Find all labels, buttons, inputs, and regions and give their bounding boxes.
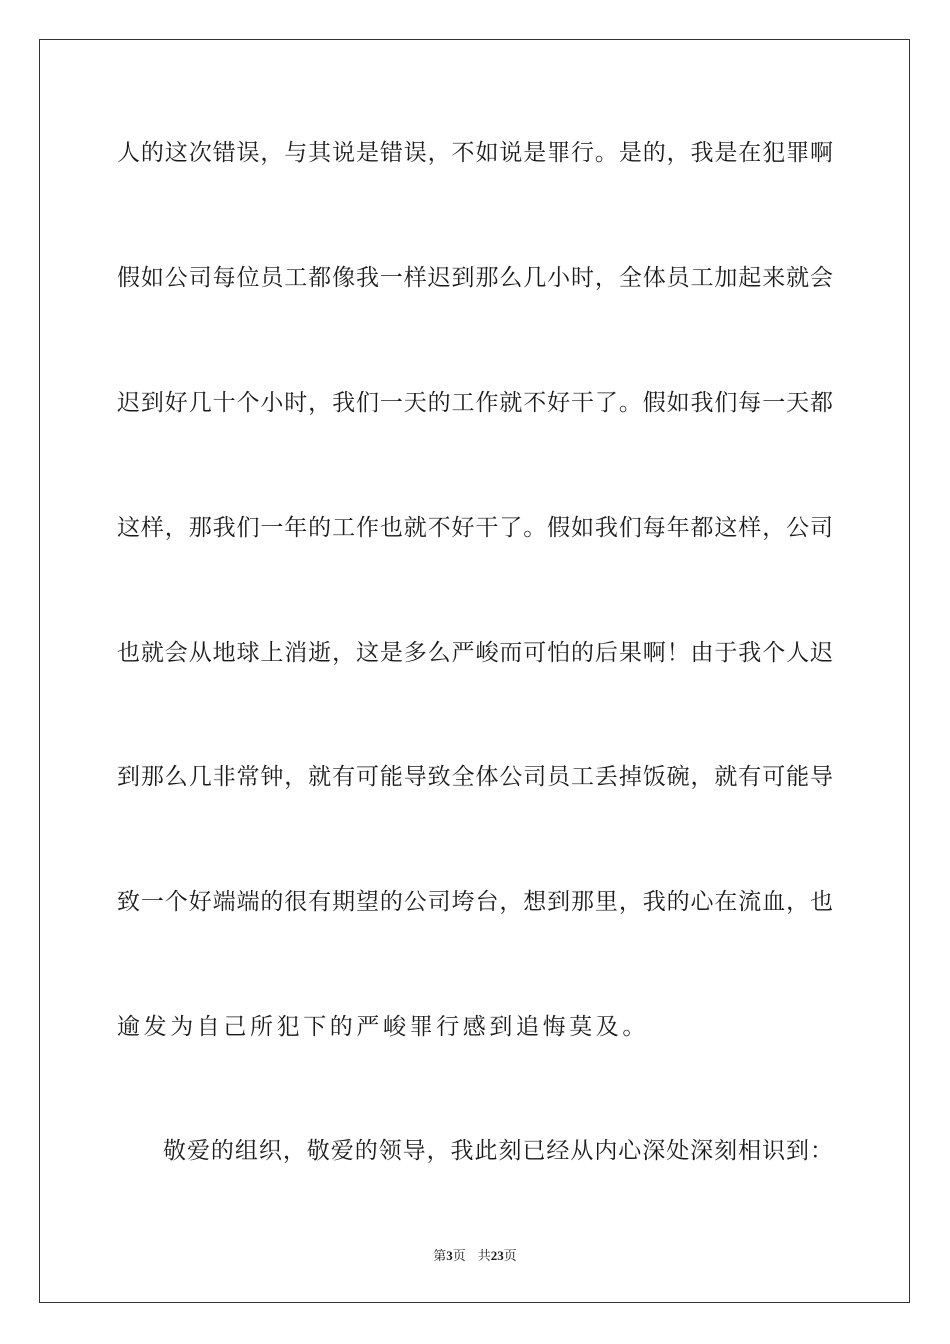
- body-line-7: 致一个好端端的很有期望的公司垮台，想到那里，我的心在流血，也: [117, 889, 833, 915]
- body-line-3: 迟到好几十个小时，我们一天的工作就不好干了。假如我们每一天都: [117, 390, 833, 416]
- body-line-5: 也就会从地球上消逝，这是多么严峻而可怕的后果啊！由于我个人迟: [117, 640, 833, 666]
- page-footer: [0, 1247, 950, 1265]
- body-line-4: 这样，那我们一年的工作也就不好干了。假如我们每年都这样，公司: [117, 515, 833, 541]
- body-line-1: 人的这次错误，与其说是错误，不如说是罪行。是的，我是在犯罪啊: [117, 140, 833, 166]
- footer-page-prefix: 第: [433, 1248, 447, 1263]
- body-line-8: 逾发为自己所犯下的严峻罪行感到追悔莫及。: [117, 1014, 649, 1040]
- footer-total-pages: 23: [490, 1248, 504, 1263]
- body-line-6: 到那么几非常钟，就有可能导致全体公司员工丢掉饭碗，就有可能导: [117, 764, 833, 790]
- footer-total-prefix: 共: [477, 1248, 491, 1263]
- body-line-2: 假如公司每位员工都像我一样迟到那么几小时，全体员工加起来就会: [117, 265, 833, 291]
- body-line-9-indented: 敬爱的组织，敬爱的领导，我此刻已经从内心深处深刻相识到：: [163, 1138, 833, 1164]
- page-border: [39, 39, 910, 1303]
- footer-page-suffix: 页: [452, 1248, 466, 1263]
- footer-total-suffix: 页: [503, 1248, 517, 1263]
- footer-page-number: 3: [446, 1248, 453, 1263]
